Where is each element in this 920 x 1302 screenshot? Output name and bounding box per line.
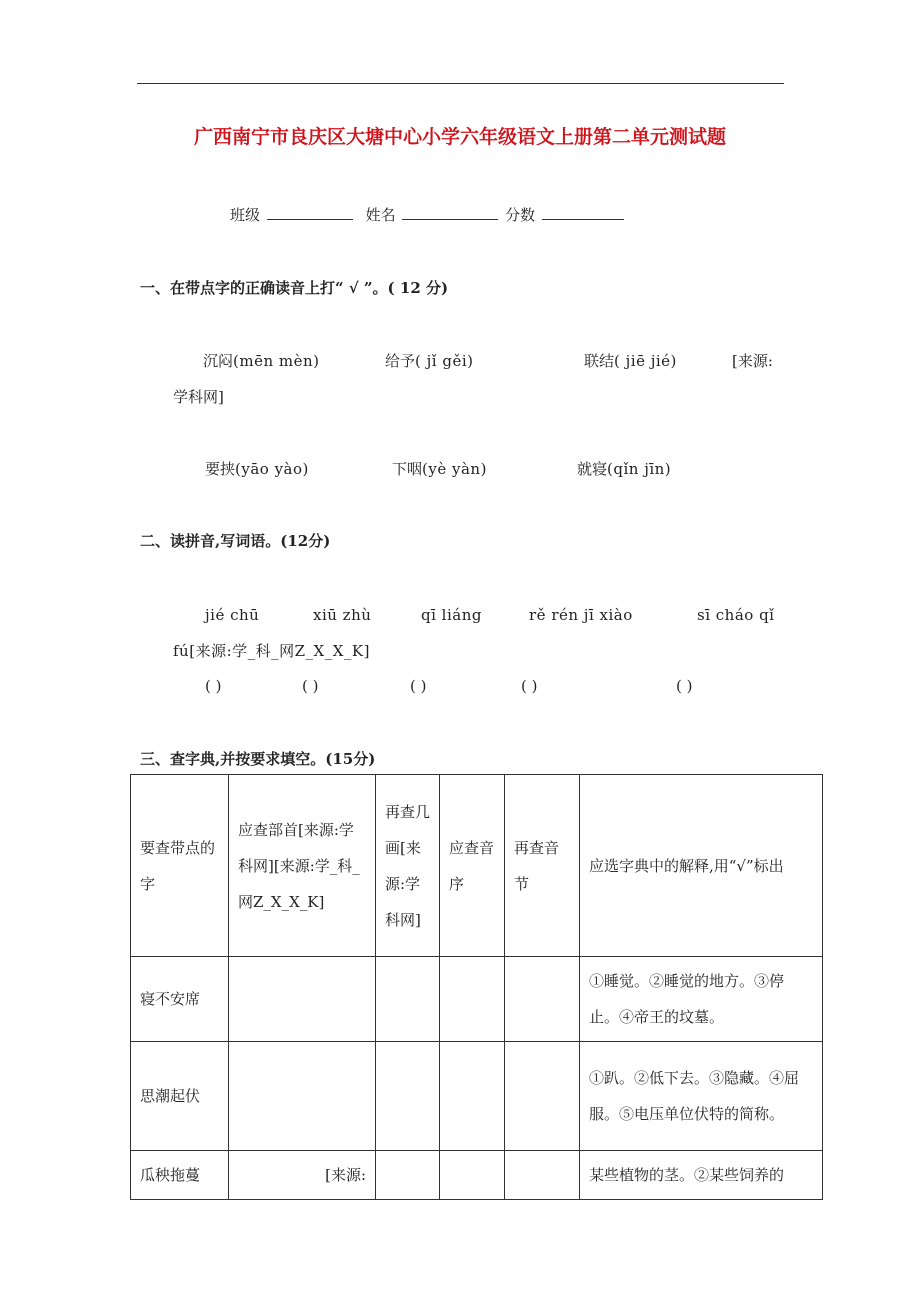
s2-pinyin-cont: fú[来源:学_科_网Z_X_X_K] <box>173 642 370 660</box>
s1-options: (yè yàn) <box>422 460 487 478</box>
s1-word: 要挟 <box>205 460 236 478</box>
s2-pinyin: qī liáng <box>421 606 482 624</box>
s1-word: 沉闷 <box>203 352 234 370</box>
class-label: 班级 <box>230 206 261 224</box>
s1-item <box>385 350 473 371</box>
s1-item <box>205 458 309 479</box>
explain-cell[interactable]: ①睡觉。②睡觉的地方。③停止。④帝王的坟墓。 <box>580 957 823 1042</box>
word-cell: 瓜秧拖蔓 <box>131 1151 229 1200</box>
s2-answer-box[interactable]: ( ) <box>410 677 427 695</box>
section2-heading: 二、读拼音,写词语。(12分) <box>140 532 331 550</box>
s1-options: ( jiē jié) <box>614 352 677 370</box>
strokes-cell[interactable] <box>376 957 440 1042</box>
header-cell: 再查几画[来源:学科网] <box>376 775 440 957</box>
class-blank[interactable] <box>267 203 353 220</box>
s1-word: 给予 <box>385 352 416 370</box>
strokes-cell[interactable] <box>376 1042 440 1151</box>
s1-options: (yāo yào) <box>235 460 309 478</box>
s2-answer-box[interactable]: ( ) <box>205 677 222 695</box>
top-rule <box>137 83 784 84</box>
s2-answer-box[interactable]: ( ) <box>302 677 319 695</box>
s2-pinyin: sī cháo qǐ <box>697 606 775 624</box>
score-blank[interactable] <box>542 203 624 220</box>
syllable-cell[interactable] <box>505 1042 580 1151</box>
s1-options: (mēn mèn) <box>233 352 320 370</box>
s1-item <box>577 458 671 479</box>
s1-word: 下咽 <box>392 460 423 478</box>
header-cell: 再查音节 <box>505 775 580 957</box>
student-info-line <box>230 203 626 225</box>
s2-answer-box[interactable]: ( ) <box>521 677 538 695</box>
s1-options: ( jǐ gěi) <box>415 352 474 370</box>
header-cell: 应选字典中的解释,用“√”标出 <box>580 775 823 957</box>
table-row <box>131 1151 823 1200</box>
radical-cell[interactable] <box>229 1042 376 1151</box>
strokes-cell[interactable] <box>376 1151 440 1200</box>
explain-cell[interactable]: ①趴。②低下去。③隐藏。④屈服。⑤电压单位伏特的简称。 <box>580 1042 823 1151</box>
s2-pinyin: jié chū <box>205 606 260 624</box>
score-label: 分数 <box>505 206 536 224</box>
section1-heading: 一、在带点字的正确读音上打“ √ ”。( 12 分) <box>140 279 449 297</box>
name-label: 姓名 <box>365 206 396 224</box>
letter-cell[interactable] <box>440 1042 505 1151</box>
radical-cell[interactable] <box>229 957 376 1042</box>
header-cell: 应查音序 <box>440 775 505 957</box>
word-cell: 寝不安席 <box>131 957 229 1042</box>
letter-cell[interactable] <box>440 1151 505 1200</box>
s1-options: (qǐn jīn) <box>607 460 672 478</box>
page-title: 广西南宁市良庆区大塘中心小学六年级语文上册第二单元测试题 <box>193 126 726 148</box>
s1-source-cont: 学科网] <box>173 388 224 406</box>
syllable-cell[interactable] <box>505 957 580 1042</box>
s1-word: 联结 <box>584 352 615 370</box>
s2-pinyin: rě rén jī xiào <box>529 606 633 624</box>
radical-cell[interactable]: [来源: <box>229 1151 376 1200</box>
s1-source: [来源: <box>732 352 773 370</box>
s1-item <box>392 458 487 479</box>
s2-pinyin: xiū zhù <box>313 606 372 624</box>
syllable-cell[interactable] <box>505 1151 580 1200</box>
s2-answer-box[interactable]: ( ) <box>676 677 693 695</box>
letter-cell[interactable] <box>440 957 505 1042</box>
table-row <box>131 1042 823 1151</box>
section3-heading: 三、查字典,并按要求填空。(15分) <box>140 750 376 768</box>
s1-word: 就寝 <box>577 460 608 478</box>
header-cell: 应查部首[来源:学科网][来源:学_科_网Z_X_X_K] <box>229 775 376 957</box>
dictionary-table <box>130 774 823 1200</box>
header-cell: 要查带点的字 <box>131 775 229 957</box>
name-blank[interactable] <box>402 203 498 220</box>
table-row <box>131 957 823 1042</box>
s1-item <box>203 350 320 371</box>
s1-item <box>584 350 677 371</box>
word-cell: 思潮起伏 <box>131 1042 229 1151</box>
explain-cell[interactable]: 某些植物的茎。②某些饲养的 <box>580 1151 823 1200</box>
table-header-row <box>131 775 823 957</box>
